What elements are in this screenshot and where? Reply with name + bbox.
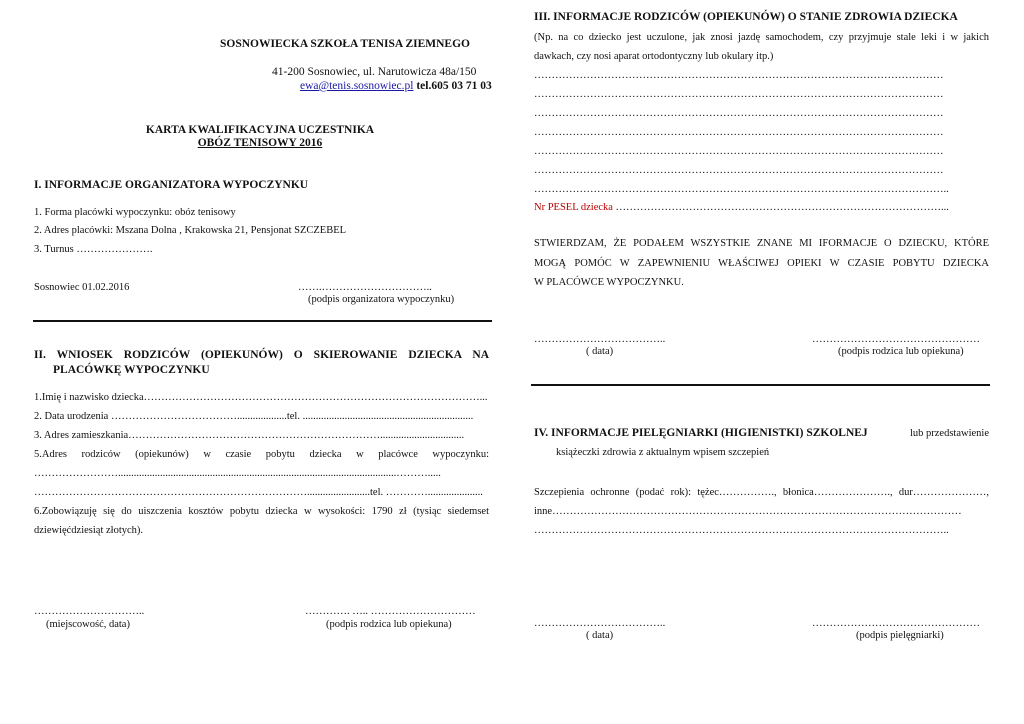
school-name: SOSNOWIECKA SZKOŁA TENISA ZIEMNEGO <box>220 38 470 50</box>
statement-line3: W PLACÓWCE WYPOCZYNKU. <box>534 277 684 288</box>
right-divider <box>531 384 990 386</box>
parent-signature-field-right[interactable]: ………………………………………… <box>812 334 980 345</box>
phone-number: tel.605 03 71 03 <box>416 80 492 92</box>
health-info-line[interactable]: ……………………………………………………………………………………………………… <box>534 127 944 138</box>
nurse-signature-label: (podpis pielęgniarki) <box>856 630 944 641</box>
child-name-field[interactable]: 1.Imię i nazwisko dziecka……………………………………………………………………………………... <box>34 392 488 403</box>
parent-signature-field-left[interactable]: …………. ….. ………………………… <box>305 606 476 617</box>
section1-title: I. INFORMACJE ORGANIZATORA WYPOCZYNKU <box>34 179 309 191</box>
pesel-field[interactable] <box>534 202 989 213</box>
date-signature-field[interactable]: ……………………………….. <box>534 334 666 345</box>
parent-signature-label-left: (podpis rodzica lub opiekuna) <box>326 619 452 630</box>
left-divider <box>33 320 492 322</box>
birth-date-phone-field[interactable]: 2. Data urodzenia ………………………………...................tel. ................................................................. <box>34 411 474 422</box>
nurse-date-field[interactable]: ……………………………….. <box>534 618 666 629</box>
health-info-line[interactable]: ……………………………………………………………………………………………………… <box>534 70 944 81</box>
parents-address-label: 5.Adres rodziców (opiekunów) w czasie pobytu dziecka w placówce wypoczynku: <box>34 449 489 460</box>
health-info-line[interactable]: ……………………………………………………………………………………………………….. <box>534 184 949 195</box>
place-date: Sosnowiec 01.02.2016 <box>34 282 130 293</box>
payment-obligation-line2: dziewięćdziesiąt złotych). <box>34 525 144 536</box>
section2-title-line2: PLACÓWKĘ WYPOCZYNKU <box>53 364 210 376</box>
nurse-signature-field[interactable]: ………………………………………… <box>812 618 980 629</box>
pesel-dots[interactable]: …………………………………………………………………………………... <box>615 202 949 213</box>
nurse-date-label: ( data) <box>586 630 614 641</box>
section1-item-address: 2. Adres placówki: Mszana Dolna , Krakowska 21, Pensjonat SZCZEBEL <box>34 225 347 236</box>
section3-title: III. INFORMACJE RODZICÓW (OPIEKUNÓW) O STANIE ZDROWIA DZIECKA <box>534 11 958 23</box>
date-label: ( data) <box>586 346 614 357</box>
email-link[interactable]: ewa@tenis.sosnowiec.pl <box>300 80 414 92</box>
organizer-signature-label: (podpis organizatora wypoczynku) <box>308 294 455 305</box>
organizer-signature-field[interactable]: …….………………………….. <box>298 282 432 293</box>
health-info-line[interactable]: ……………………………………………………………………………………………………… <box>534 146 944 157</box>
pesel-label: Nr PESEL dziecka <box>534 202 613 213</box>
health-info-line[interactable]: ……………………………………………………………………………………………………… <box>534 165 944 176</box>
health-info-line[interactable]: ……………………………………………………………………………………………………… <box>534 108 944 119</box>
section4-line2: książeczki zdrowia z aktualnym wpisem szczepień <box>556 447 770 458</box>
parents-address-field[interactable]: ……………………..........................................................................................................………..... <box>34 468 441 479</box>
section4-suffix: lub przedstawienie <box>909 428 989 439</box>
section3-note-line1: (Np. na co dziecko jest uczulone, jak znosi jazdę samochodem, czy przyjmuje stale leki i w jakich <box>534 32 989 43</box>
parents-address-phone-field[interactable]: ……………………………………………………………………........................tel. …………..................... <box>34 487 483 498</box>
section1-item-form: 1. Forma placówki wypoczynku: obóz tenisowy <box>34 207 236 218</box>
section1-item-turnus[interactable]: 3. Turnus …………………. <box>34 244 153 255</box>
statement-line2: MOGĄ POMÓC W ZAPEWNIENIU WŁAŚCIWEJ OPIEKI W CZASIE POBYTU DZIECKA <box>534 258 989 269</box>
section2-title-line1: II. WNIOSEK RODZICÓW (OPIEKUNÓW) O SKIEROWANIE DZIECKA NA <box>34 349 489 361</box>
vaccination-extra-line[interactable]: ……………………………………………………………………………………………………….. <box>534 525 949 536</box>
parent-signature-label-right: (podpis rodzica lub opiekuna) <box>838 346 964 357</box>
health-info-line[interactable]: ……………………………………………………………………………………………………… <box>534 89 944 100</box>
payment-obligation-line1: 6.Zobowiązuję się do uiszczenia kosztów pobytu dziecka w wysokości: 1790 zł (tysiąc siedemset <box>34 506 489 517</box>
section4-title-line <box>534 427 989 439</box>
statement-line1: STWIERDZAM, ŻE PODAŁEM WSZYSTKIE ZNANE MI IFORMACJE O DZIECKU, KTÓRE <box>534 238 989 249</box>
home-address-field[interactable]: 3. Adres zamieszkania………………………………………………………………................................ <box>34 430 465 441</box>
section4-title: IV. INFORMACJE PIELĘGNIARKI (HIGIENISTKI) SZKOLNEJ <box>534 427 868 439</box>
school-address: 41-200 Sosnowiec, ul. Narutowicza 48a/150 <box>272 66 477 78</box>
contact-line <box>300 80 492 92</box>
place-date-signature-field[interactable]: ………………………….. <box>34 606 145 617</box>
vaccination-other-field[interactable]: inne……………………………………………………………………………………………………… <box>534 506 962 517</box>
card-title-line2: OBÓZ TENISOWY 2016 <box>197 137 323 149</box>
section3-note-line2: dawkach, czy nosi aparat ortodontyczny lub okulary itp.) <box>534 51 774 62</box>
card-title-line1: KARTA KWALIFIKACYJNA UCZESTNIKA <box>145 124 375 136</box>
vaccination-field[interactable]: Szczepienia ochronne (podać rok): tężec……………., błonica…………………., dur…………………, <box>534 487 989 498</box>
place-date-label: (miejscowość, data) <box>46 619 130 630</box>
